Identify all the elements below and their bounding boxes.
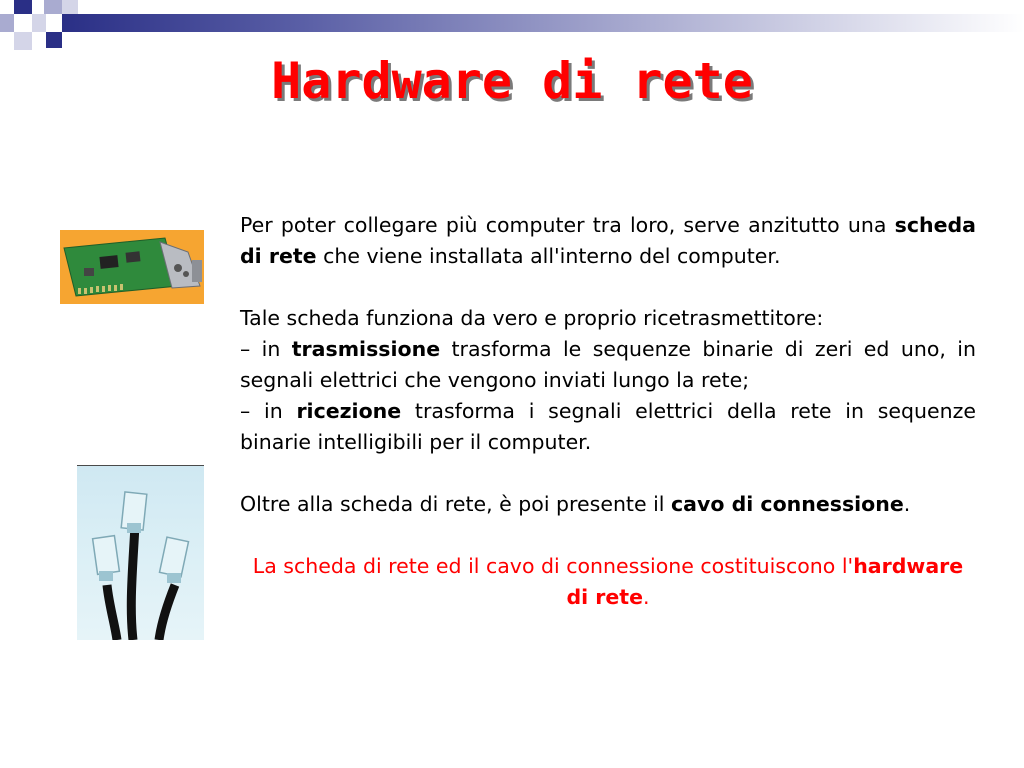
list-item-transmission — [240, 334, 976, 396]
list-item-reception — [240, 396, 976, 458]
slide-title: Hardware di rete — [271, 52, 753, 110]
paragraph-cable — [240, 489, 976, 520]
bold-term: ricezione — [296, 399, 402, 423]
paragraph-transceiver-intro: Tale scheda funziona da vero e proprio ricetrasmettitore: — [240, 306, 824, 330]
text: trasforma i segnali elettrici della rete in sequenze binarie intelligibili per il computer. — [240, 399, 976, 454]
text: . — [643, 585, 650, 609]
text: trasforma le sequenze binarie di zeri ed uno, in segnali elettrici che vengono inviati lungo la rete; — [240, 337, 976, 392]
network-card-image — [60, 230, 204, 304]
paragraph-network-card — [240, 210, 976, 272]
text: – in — [240, 337, 292, 361]
text: La scheda di rete ed il cavo di connessione costituiscono l' — [252, 554, 854, 578]
slide-body — [240, 210, 976, 613]
bold-term: scheda di rete — [240, 213, 976, 268]
paragraph-summary — [240, 551, 976, 613]
title-accent-bar — [62, 14, 1024, 32]
network-cables-image — [77, 465, 204, 640]
text: . — [903, 492, 911, 516]
text: che viene installata all'interno del computer. — [316, 244, 781, 268]
text: Per poter collegare più computer tra loro, serve anzitutto una — [240, 213, 895, 237]
bold-term: cavo di connessione — [671, 492, 904, 516]
bold-term: hardware di rete — [566, 554, 964, 609]
bold-term: trasmissione — [291, 337, 441, 361]
text: – in — [240, 399, 297, 423]
text: Oltre alla scheda di rete, è poi presente il — [240, 492, 672, 516]
